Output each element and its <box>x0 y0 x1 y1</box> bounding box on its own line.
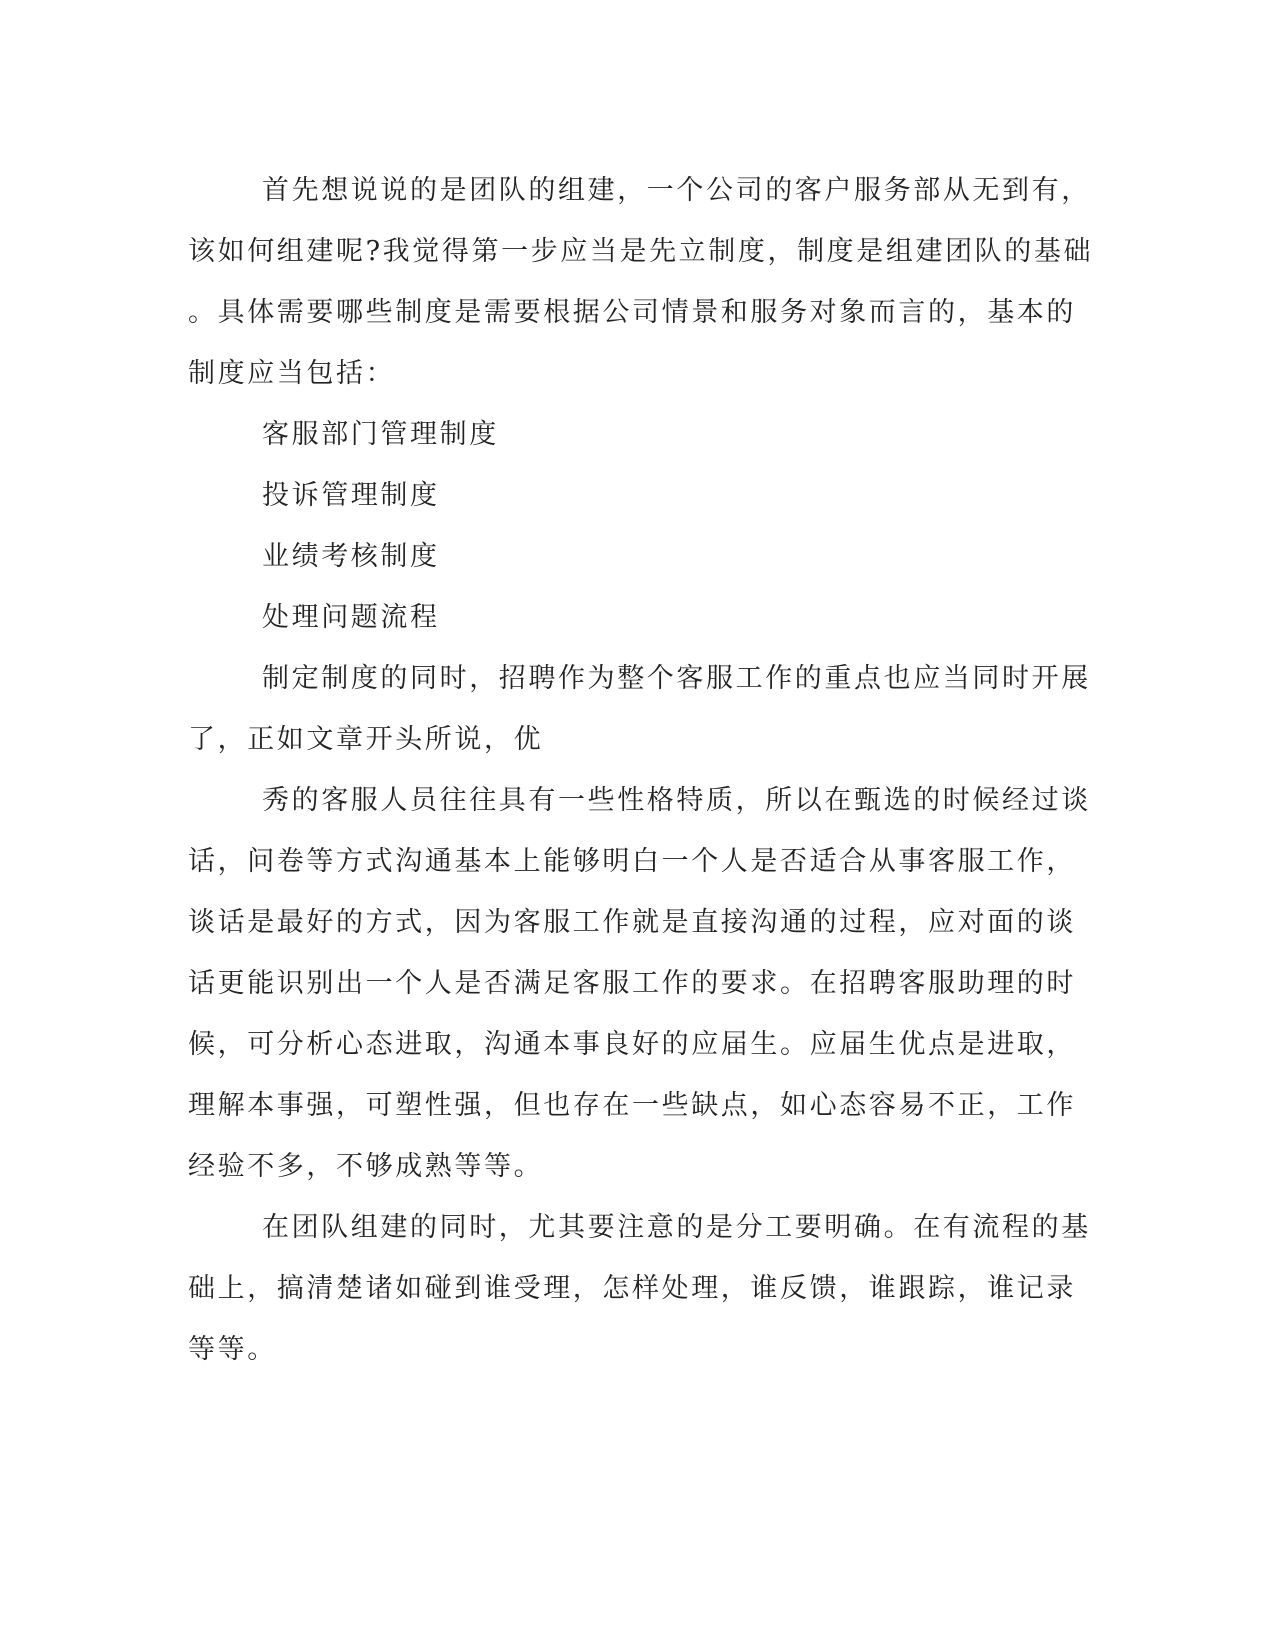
list-item: 投诉管理制度 <box>262 480 440 511</box>
paragraph-line: 了，正如文章开头所说，优 <box>188 724 544 755</box>
paragraph-line: 础上，搞清楚诸如碰到谁受理，怎样处理，谁反馈，谁跟踪，谁记录 <box>188 1273 1076 1304</box>
list-item: 处理问题流程 <box>262 602 440 633</box>
list-item: 业绩考核制度 <box>262 541 440 572</box>
paragraph-line: 在团队组建的同时，尤其要注意的是分工要明确。在有流程的基 <box>262 1212 1091 1243</box>
paragraph-line: 话，问卷等方式沟通基本上能够明白一个人是否适合从事客服工作， <box>188 846 1076 877</box>
paragraph-line: 经验不多，不够成熟等等。 <box>188 1151 544 1182</box>
list-item: 客服部门管理制度 <box>262 419 499 450</box>
paragraph-line: 该如何组建呢?我觉得第一步应当是先立制度，制度是组建团队的基础 <box>188 236 1094 267</box>
paragraph-line: 理解本事强，可塑性强，但也存在一些缺点，如心态容易不正，工作 <box>188 1090 1076 1121</box>
document-body <box>188 160 1094 1380</box>
paragraph-line: 制定制度的同时，招聘作为整个客服工作的重点也应当同时开展 <box>262 663 1091 694</box>
paragraph-line: 谈话是最好的方式，因为客服工作就是直接沟通的过程，应对面的谈 <box>188 907 1076 938</box>
paragraph-line: 。具体需要哪些制度是需要根据公司情景和服务对象而言的，基本的 <box>188 297 1076 328</box>
paragraph-line: 制度应当包括： <box>188 358 396 389</box>
paragraph-line: 候，可分析心态进取，沟通本事良好的应届生。应届生优点是进取， <box>188 1029 1076 1060</box>
paragraph-line: 等等。 <box>188 1334 277 1365</box>
paragraph-line: 话更能识别出一个人是否满足客服工作的要求。在招聘客服助理的时 <box>188 968 1076 999</box>
paragraph-line: 首先想说说的是团队的组建，一个公司的客户服务部从无到有， <box>262 175 1091 206</box>
paragraph-line: 秀的客服人员往往具有一些性格特质，所以在甄选的时候经过谈 <box>262 785 1091 816</box>
